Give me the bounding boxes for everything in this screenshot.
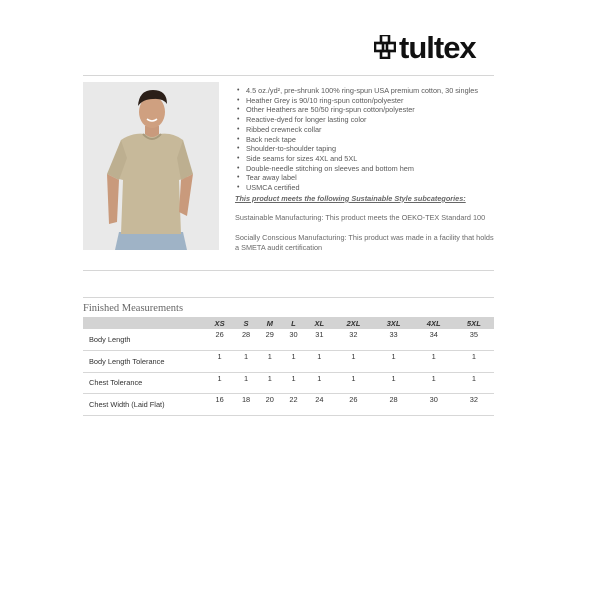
table-cell: 1 <box>234 372 258 394</box>
table-cell: 1 <box>205 351 234 373</box>
feature-item: • Double-needle stitching on sleeves and bottom hem <box>235 164 497 174</box>
table-cell: 1 <box>414 351 454 373</box>
top-divider <box>83 75 494 76</box>
feature-item: • Other Heathers are 50/50 ring-spun cotton/polyester <box>235 105 497 115</box>
size-header: XS <box>205 317 234 329</box>
table-row <box>83 372 494 394</box>
size-header: 5XL <box>454 317 494 329</box>
table-cell: 1 <box>282 351 306 373</box>
table-cell: 1 <box>414 372 454 394</box>
table-cell: 29 <box>258 329 282 351</box>
size-header: XL <box>305 317 333 329</box>
size-header: M <box>258 317 282 329</box>
table-cell: 1 <box>282 372 306 394</box>
table-cell: 1 <box>333 372 373 394</box>
feature-item: • Shoulder-to-shoulder taping <box>235 144 497 154</box>
table-cell: 26 <box>333 394 373 416</box>
table-cell: 30 <box>414 394 454 416</box>
feature-item: • Ribbed crewneck collar <box>235 125 497 135</box>
size-header: S <box>234 317 258 329</box>
table-cell: 32 <box>333 329 373 351</box>
size-header: L <box>282 317 306 329</box>
row-label: Chest Width (Laid Flat) <box>83 394 205 416</box>
table-cell: 18 <box>234 394 258 416</box>
table-cell: 1 <box>258 372 282 394</box>
table-cell: 1 <box>373 351 413 373</box>
table-cell: 32 <box>454 394 494 416</box>
table-cell: 1 <box>305 351 333 373</box>
measurements-divider <box>83 297 494 298</box>
feature-list <box>235 86 497 193</box>
table-row <box>83 351 494 373</box>
feature-list-section <box>235 86 497 253</box>
size-header: 2XL <box>333 317 373 329</box>
feature-item: • Reactive-dyed for longer lasting color <box>235 115 497 125</box>
table-cell: 33 <box>373 329 413 351</box>
brand-logo <box>374 30 476 64</box>
table-cell: 16 <box>205 394 234 416</box>
feature-item: • 4.5 oz./yd², pre-shrunk 100% ring-spun USA premium cotton, 30 singles <box>235 86 497 96</box>
feature-item: • Back neck tape <box>235 135 497 145</box>
feature-item: • Tear away label <box>235 173 497 183</box>
table-cell: 30 <box>282 329 306 351</box>
table-cell: 1 <box>205 372 234 394</box>
table-cell: 22 <box>282 394 306 416</box>
product-photo <box>83 82 219 250</box>
table-cell: 24 <box>305 394 333 416</box>
size-header-row <box>83 317 494 329</box>
table-cell: 1 <box>234 351 258 373</box>
table-row <box>83 329 494 351</box>
table-row <box>83 394 494 416</box>
table-cell: 34 <box>414 329 454 351</box>
table-cell: 20 <box>258 394 282 416</box>
table-cell: 1 <box>333 351 373 373</box>
measurements-table <box>83 317 494 416</box>
model-wearing-tee-image <box>83 82 219 250</box>
table-cell: 1 <box>454 372 494 394</box>
row-label: Chest Tolerance <box>83 372 205 394</box>
table-cell: 31 <box>305 329 333 351</box>
table-cell: 35 <box>454 329 494 351</box>
table-cell: 26 <box>205 329 234 351</box>
measurements-title: Finished Measurements <box>83 303 184 314</box>
middle-divider <box>83 270 494 271</box>
header-blank-cell <box>83 317 205 329</box>
brand-name: tultex <box>399 29 476 65</box>
table-cell: 1 <box>454 351 494 373</box>
table-cell: 1 <box>373 372 413 394</box>
table-cell: 28 <box>234 329 258 351</box>
feature-item: • USMCA certified <box>235 183 497 193</box>
size-header: 4XL <box>414 317 454 329</box>
table-cell: 28 <box>373 394 413 416</box>
size-header: 3XL <box>373 317 413 329</box>
sustainable-style-heading: This product meets the following Sustainable Style subcategories: <box>235 193 466 203</box>
row-label: Body Length <box>83 329 205 351</box>
tultex-logo-mark-icon <box>374 35 396 59</box>
socially-conscious-text: Socially Conscious Manufacturing: This product was made in a facility that holds a SMETA audit certification <box>235 233 494 252</box>
row-label: Body Length Tolerance <box>83 351 205 373</box>
sustainable-manufacturing-text: Sustainable Manufacturing: This product meets the OEKO-TEX Standard 100 <box>235 213 486 223</box>
feature-item: • Heather Grey is 90/10 ring-spun cotton/polyester <box>235 96 497 106</box>
table-cell: 1 <box>258 351 282 373</box>
feature-item: • Side seams for sizes 4XL and 5XL <box>235 154 497 164</box>
table-cell: 1 <box>305 372 333 394</box>
